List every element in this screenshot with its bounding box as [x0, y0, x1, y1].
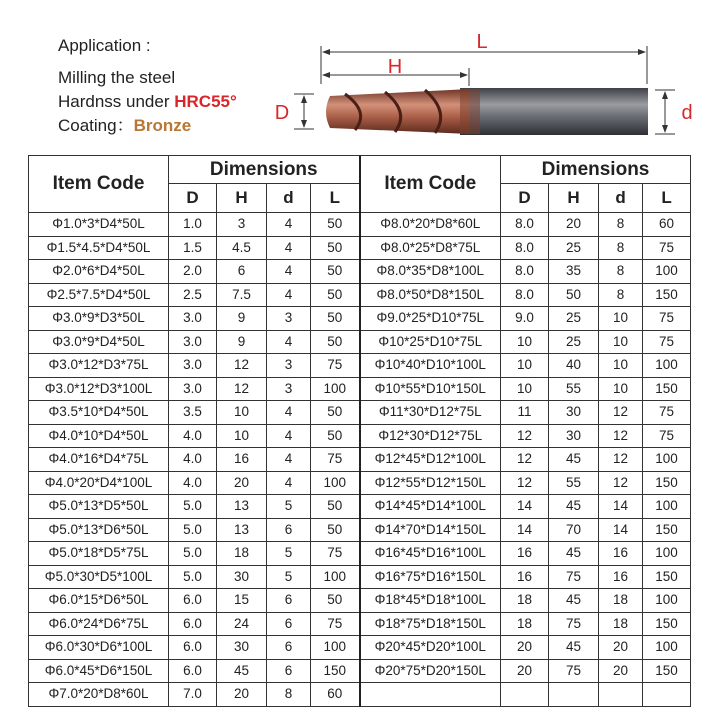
- item-code-cell: Φ6.0*15*D6*50L: [29, 589, 169, 613]
- item-code-cell: Φ3.0*9*D3*50L: [29, 307, 169, 331]
- dimension-cell: 9: [217, 307, 267, 331]
- dimension-cell: 12: [599, 401, 643, 425]
- item-code-cell: Φ5.0*30*D5*100L: [29, 565, 169, 589]
- table-row: [29, 213, 691, 237]
- dimension-cell: 1.0: [169, 213, 217, 237]
- dimension-cell: 12: [501, 424, 549, 448]
- dimension-cell: 100: [643, 495, 691, 519]
- dimension-cell: 75: [311, 448, 360, 472]
- dimension-cell: 150: [643, 518, 691, 542]
- end-mill-diagram: [270, 28, 720, 148]
- dimension-cell: 10: [501, 354, 549, 378]
- table-row: [29, 565, 691, 589]
- item-code-cell: Φ4.0*20*D4*100L: [29, 471, 169, 495]
- item-code-cell: Φ3.0*12*D3*75L: [29, 354, 169, 378]
- dimension-cell: 25: [549, 307, 599, 331]
- dimension-cell: 25: [549, 330, 599, 354]
- col-header-L-right: L: [643, 184, 691, 213]
- dimension-cell: 20: [217, 683, 267, 707]
- spec-table: [28, 155, 691, 707]
- item-code-cell: Φ20*45*D20*100L: [360, 636, 501, 660]
- dimension-cell: 14: [501, 495, 549, 519]
- dimension-cell: 50: [311, 424, 360, 448]
- dimension-cell: 10: [599, 307, 643, 331]
- dimension-cell: 10: [501, 330, 549, 354]
- dimension-cell: 100: [643, 542, 691, 566]
- dimension-cell: 6.0: [169, 589, 217, 613]
- dimension-cell: 16: [599, 542, 643, 566]
- dimension-cell: 45: [549, 542, 599, 566]
- dimension-cell: 75: [643, 424, 691, 448]
- dimension-cell: 4: [267, 236, 311, 260]
- dimension-cell: 100: [643, 354, 691, 378]
- dimension-cell: 150: [643, 612, 691, 636]
- table-row: [29, 612, 691, 636]
- item-code-cell: [360, 683, 501, 707]
- item-code-cell: Φ14*45*D14*100L: [360, 495, 501, 519]
- item-code-cell: Φ2.5*7.5*D4*50L: [29, 283, 169, 307]
- dimensions-header-left: Dimensions: [169, 156, 360, 184]
- dimension-cell: 18: [599, 612, 643, 636]
- dimension-cell: 3.5: [169, 401, 217, 425]
- dimension-cell: 55: [549, 377, 599, 401]
- dimension-cell: 5.0: [169, 565, 217, 589]
- dimension-cell: 4.0: [169, 424, 217, 448]
- item-code-cell: Φ1.5*4.5*D4*50L: [29, 236, 169, 260]
- dimension-cell: 3: [267, 354, 311, 378]
- dimension-cell: 10: [599, 377, 643, 401]
- dimensions-header-right: Dimensions: [501, 156, 691, 184]
- dimension-cell: 100: [643, 589, 691, 613]
- dimension-cell: 12: [217, 377, 267, 401]
- dimension-cell: 6: [267, 518, 311, 542]
- dimension-cell: 4.0: [169, 471, 217, 495]
- dimension-cell: 45: [217, 659, 267, 683]
- dimension-cell: 4: [267, 330, 311, 354]
- dimension-cell: 10: [599, 354, 643, 378]
- dimension-cell: 20: [501, 636, 549, 660]
- dimension-cell: 9.0: [501, 307, 549, 331]
- item-code-header-right: Item Code: [360, 156, 501, 213]
- dimension-cell: 12: [217, 354, 267, 378]
- dimension-cell: 12: [599, 471, 643, 495]
- dimension-cell: 4: [267, 401, 311, 425]
- dimension-cell: 4: [267, 260, 311, 284]
- item-code-cell: Φ12*55*D12*150L: [360, 471, 501, 495]
- dimension-cell: 5.0: [169, 542, 217, 566]
- dimension-cell: 20: [599, 659, 643, 683]
- table-row: [29, 448, 691, 472]
- dimension-cell: 5: [267, 495, 311, 519]
- dimension-cell: 75: [549, 565, 599, 589]
- dimension-cell: 8.0: [501, 213, 549, 237]
- dimension-cell: 150: [643, 659, 691, 683]
- table-row: [29, 330, 691, 354]
- dimension-cell: 150: [643, 565, 691, 589]
- dimension-cell: 16: [501, 542, 549, 566]
- application-info: [58, 34, 237, 138]
- spec-table-body: [29, 213, 691, 707]
- label-l: L: [476, 31, 488, 53]
- dimension-cell: 6.0: [169, 636, 217, 660]
- col-header-d-left: d: [267, 184, 311, 213]
- table-row: [29, 636, 691, 660]
- dimension-cell: 150: [643, 471, 691, 495]
- dimension-cell: 6: [267, 612, 311, 636]
- dimension-cell: 50: [311, 283, 360, 307]
- item-code-cell: Φ14*70*D14*150L: [360, 518, 501, 542]
- dimension-cell: 8: [599, 213, 643, 237]
- dimension-cell: 50: [311, 330, 360, 354]
- dimension-cell: 100: [643, 448, 691, 472]
- item-code-header-left: Item Code: [29, 156, 169, 213]
- item-code-cell: Φ20*75*D20*150L: [360, 659, 501, 683]
- label-h: H: [387, 56, 403, 78]
- dimension-cell: 75: [311, 354, 360, 378]
- item-code-cell: Φ5.0*13*D5*50L: [29, 495, 169, 519]
- item-code-cell: Φ18*75*D18*150L: [360, 612, 501, 636]
- dimension-cell: 14: [501, 518, 549, 542]
- dimension-cell: 10: [599, 330, 643, 354]
- dimension-cell: 50: [311, 518, 360, 542]
- dimension-cell: 25: [549, 236, 599, 260]
- item-code-cell: Φ10*55*D10*150L: [360, 377, 501, 401]
- hardness-value: HRC55°: [174, 92, 237, 111]
- dimension-cell: 18: [217, 542, 267, 566]
- dimension-cell: 150: [643, 377, 691, 401]
- dimension-cell: 6.0: [169, 659, 217, 683]
- dimension-cell: 50: [549, 283, 599, 307]
- item-code-cell: Φ6.0*24*D6*75L: [29, 612, 169, 636]
- dimension-cell: 4: [267, 448, 311, 472]
- dimension-cell: 3.0: [169, 330, 217, 354]
- d-arrow-top: [301, 95, 307, 103]
- dimension-cell: 18: [599, 589, 643, 613]
- dimension-cell: 12: [501, 448, 549, 472]
- table-row: [29, 659, 691, 683]
- item-code-cell: Φ8.0*35*D8*100L: [360, 260, 501, 284]
- dimension-cell: 2.0: [169, 260, 217, 284]
- dimension-cell: 20: [217, 471, 267, 495]
- table-row: [29, 283, 691, 307]
- dimension-cell: 15: [217, 589, 267, 613]
- dimension-cell: 75: [643, 236, 691, 260]
- dimension-cell: 10: [501, 377, 549, 401]
- application-line-3: [58, 114, 237, 138]
- table-row: [29, 471, 691, 495]
- dimension-cell: 16: [599, 565, 643, 589]
- item-code-cell: Φ7.0*20*D8*60L: [29, 683, 169, 707]
- item-code-cell: Φ12*30*D12*75L: [360, 424, 501, 448]
- dimension-cell: 6: [267, 659, 311, 683]
- item-code-cell: Φ3.0*12*D3*100L: [29, 377, 169, 401]
- dimension-cell: 150: [311, 659, 360, 683]
- dimension-cell: 45: [549, 589, 599, 613]
- dimension-cell: [501, 683, 549, 707]
- dimension-cell: 4: [267, 213, 311, 237]
- dimension-cell: 8: [599, 283, 643, 307]
- item-code-cell: Φ8.0*50*D8*150L: [360, 283, 501, 307]
- dimension-cell: 45: [549, 636, 599, 660]
- spec-table-wrapper: [28, 155, 690, 707]
- l-arrow-right: [638, 49, 646, 55]
- item-code-cell: Φ1.0*3*D4*50L: [29, 213, 169, 237]
- dimension-cell: 11: [501, 401, 549, 425]
- tool-shank: [460, 88, 648, 135]
- dimension-cell: 3: [267, 307, 311, 331]
- item-code-cell: Φ10*40*D10*100L: [360, 354, 501, 378]
- table-row: [29, 401, 691, 425]
- item-code-cell: Φ6.0*30*D6*100L: [29, 636, 169, 660]
- dimension-cell: 3.0: [169, 307, 217, 331]
- dimension-cell: [643, 683, 691, 707]
- table-row: [29, 683, 691, 707]
- dimension-cell: 3.0: [169, 377, 217, 401]
- dimension-cell: 8: [599, 236, 643, 260]
- dimension-cell: 7.0: [169, 683, 217, 707]
- dimension-cell: 4.5: [217, 236, 267, 260]
- h-arrow-right: [460, 72, 468, 78]
- dimension-cell: 75: [311, 612, 360, 636]
- dimension-cell: 14: [599, 495, 643, 519]
- dimension-cell: [549, 683, 599, 707]
- small-d-arrow-bottom: [662, 125, 668, 133]
- dimension-cell: 50: [311, 307, 360, 331]
- dimension-cell: 100: [311, 471, 360, 495]
- dimension-cell: 4: [267, 424, 311, 448]
- dimension-cell: 12: [599, 424, 643, 448]
- dimension-cell: 13: [217, 518, 267, 542]
- item-code-cell: Φ10*25*D10*75L: [360, 330, 501, 354]
- dimension-cell: 150: [643, 283, 691, 307]
- col-header-D-left: D: [169, 184, 217, 213]
- dimension-cell: 6.0: [169, 612, 217, 636]
- table-row: [29, 589, 691, 613]
- dimension-cell: 12: [501, 471, 549, 495]
- col-header-L-left: L: [311, 184, 360, 213]
- dimension-cell: 20: [599, 636, 643, 660]
- item-code-cell: Φ11*30*D12*75L: [360, 401, 501, 425]
- l-arrow-left: [322, 49, 330, 55]
- dimension-cell: 75: [549, 612, 599, 636]
- item-code-cell: Φ12*45*D12*100L: [360, 448, 501, 472]
- table-row: [29, 518, 691, 542]
- item-code-cell: Φ3.0*9*D4*50L: [29, 330, 169, 354]
- hardness-prefix: Hardnss under: [58, 92, 175, 111]
- dimension-cell: 50: [311, 495, 360, 519]
- application-line-1: Milling the steel: [58, 68, 176, 87]
- item-code-cell: Φ16*45*D16*100L: [360, 542, 501, 566]
- dimension-cell: 4: [267, 283, 311, 307]
- dimension-cell: 5.0: [169, 495, 217, 519]
- dimension-cell: 30: [217, 636, 267, 660]
- dimension-cell: 75: [643, 401, 691, 425]
- col-header-d-right: d: [599, 184, 643, 213]
- table-row: [29, 307, 691, 331]
- dimension-cell: 50: [311, 401, 360, 425]
- dimension-cell: 8: [599, 260, 643, 284]
- dimension-cell: 8: [267, 683, 311, 707]
- dimension-cell: [599, 683, 643, 707]
- dimension-cell: 6: [267, 636, 311, 660]
- dimension-cell: 40: [549, 354, 599, 378]
- dimension-cell: 100: [311, 377, 360, 401]
- item-code-cell: Φ2.0*6*D4*50L: [29, 260, 169, 284]
- dimension-cell: 75: [643, 330, 691, 354]
- dimension-cell: 5: [267, 565, 311, 589]
- dimension-cell: 16: [217, 448, 267, 472]
- item-code-cell: Φ8.0*20*D8*60L: [360, 213, 501, 237]
- item-code-cell: Φ6.0*45*D6*150L: [29, 659, 169, 683]
- col-header-H-left: H: [217, 184, 267, 213]
- dimension-cell: 45: [549, 448, 599, 472]
- item-code-cell: Φ9.0*25*D10*75L: [360, 307, 501, 331]
- table-row: [29, 236, 691, 260]
- dimension-cell: 3.0: [169, 354, 217, 378]
- dimension-cell: 100: [311, 565, 360, 589]
- dimension-cell: 30: [549, 401, 599, 425]
- dimension-cell: 75: [643, 307, 691, 331]
- dimension-cell: 5.0: [169, 518, 217, 542]
- dimension-cell: 50: [311, 589, 360, 613]
- dimension-cell: 50: [311, 213, 360, 237]
- dimension-cell: 55: [549, 471, 599, 495]
- dimension-cell: 10: [217, 424, 267, 448]
- item-code-cell: Φ5.0*18*D5*75L: [29, 542, 169, 566]
- dimension-cell: 12: [599, 448, 643, 472]
- dimension-cell: 18: [501, 612, 549, 636]
- table-row: [29, 542, 691, 566]
- flute-shank-transition: [460, 89, 480, 134]
- table-row: [29, 377, 691, 401]
- dimension-cell: 16: [501, 565, 549, 589]
- dimension-cell: 50: [311, 260, 360, 284]
- item-code-cell: Φ16*75*D16*150L: [360, 565, 501, 589]
- dimension-cell: 2.5: [169, 283, 217, 307]
- dimension-cell: 60: [643, 213, 691, 237]
- item-code-cell: Φ18*45*D18*100L: [360, 589, 501, 613]
- item-code-cell: Φ3.5*10*D4*50L: [29, 401, 169, 425]
- dimension-cell: 20: [501, 659, 549, 683]
- dimension-cell: 20: [549, 213, 599, 237]
- dimension-cell: 6: [267, 589, 311, 613]
- item-code-cell: Φ4.0*10*D4*50L: [29, 424, 169, 448]
- table-row: [29, 354, 691, 378]
- label-small-d: d: [681, 102, 693, 124]
- col-header-H-right: H: [549, 184, 599, 213]
- dimension-cell: 8.0: [501, 236, 549, 260]
- dimension-cell: 5: [267, 542, 311, 566]
- dimension-cell: 45: [549, 495, 599, 519]
- dimension-cell: 24: [217, 612, 267, 636]
- dimension-cell: 30: [217, 565, 267, 589]
- item-code-cell: Φ5.0*13*D6*50L: [29, 518, 169, 542]
- dimension-cell: 18: [501, 589, 549, 613]
- item-code-cell: Φ4.0*16*D4*75L: [29, 448, 169, 472]
- dimension-cell: 100: [643, 260, 691, 284]
- label-big-d: D: [274, 102, 290, 124]
- dimension-cell: 35: [549, 260, 599, 284]
- dimension-cell: 70: [549, 518, 599, 542]
- dimension-cell: 13: [217, 495, 267, 519]
- dimension-cell: 3: [267, 377, 311, 401]
- item-code-cell: Φ8.0*25*D8*75L: [360, 236, 501, 260]
- coating-value: Bronze: [133, 116, 192, 135]
- d-arrow-bottom: [301, 120, 307, 128]
- dimension-cell: 6: [217, 260, 267, 284]
- dimension-cell: 4.0: [169, 448, 217, 472]
- dimension-cell: 10: [217, 401, 267, 425]
- dimension-cell: 100: [643, 636, 691, 660]
- small-d-arrow-top: [662, 91, 668, 99]
- dimension-cell: 7.5: [217, 283, 267, 307]
- dimension-cell: 8.0: [501, 283, 549, 307]
- dimension-cell: 9: [217, 330, 267, 354]
- dimension-cell: 50: [311, 236, 360, 260]
- dimension-cell: 8.0: [501, 260, 549, 284]
- dimension-cell: 4: [267, 471, 311, 495]
- application-line-2: [58, 90, 237, 114]
- table-row: [29, 260, 691, 284]
- table-row: [29, 424, 691, 448]
- coating-prefix: Coating：: [58, 116, 134, 135]
- dimension-cell: 100: [311, 636, 360, 660]
- dimension-cell: 14: [599, 518, 643, 542]
- dimension-cell: 1.5: [169, 236, 217, 260]
- col-header-D-right: D: [501, 184, 549, 213]
- dimension-cell: 30: [549, 424, 599, 448]
- table-row: [29, 495, 691, 519]
- h-arrow-left: [322, 72, 330, 78]
- dimension-cell: 60: [311, 683, 360, 707]
- dimension-cell: 3: [217, 213, 267, 237]
- application-label: Application :: [58, 36, 151, 55]
- dimension-cell: 75: [311, 542, 360, 566]
- dimension-cell: 75: [549, 659, 599, 683]
